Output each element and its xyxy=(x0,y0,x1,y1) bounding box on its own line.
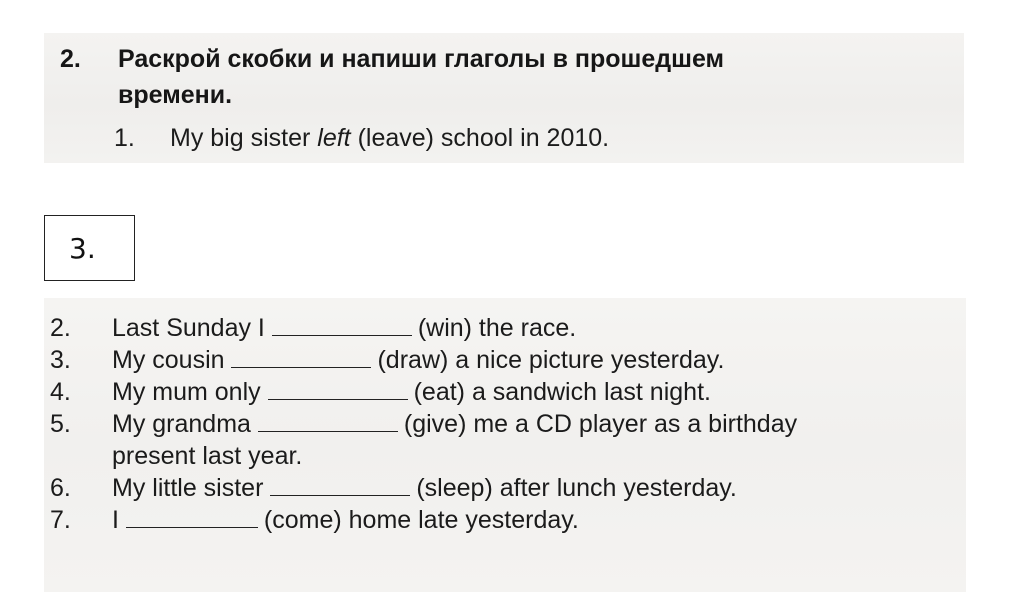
item-number: 2. xyxy=(50,314,71,342)
answer-blank[interactable] xyxy=(231,345,371,368)
task-heading xyxy=(60,41,724,113)
item-number: 3. xyxy=(50,346,71,374)
item-text-continued: present last year. xyxy=(112,442,303,470)
example-after: (leave) school in 2010. xyxy=(350,124,610,152)
answer-blank[interactable] xyxy=(268,377,408,400)
item-text-after: (sleep) after lunch yesterday. xyxy=(416,474,737,502)
item-text-before: Last Sunday I xyxy=(112,314,272,342)
answer-blank[interactable] xyxy=(270,473,410,496)
item-number: 7. xyxy=(50,506,71,534)
example-sentence xyxy=(114,123,609,153)
item-text-after: (come) home late yesterday. xyxy=(263,506,579,534)
item-text-after: (win) the race. xyxy=(417,314,577,342)
exercise-item xyxy=(50,408,962,472)
exercise-list xyxy=(50,312,962,536)
answer-blank[interactable] xyxy=(272,313,412,336)
item-number: 5. xyxy=(50,410,71,438)
item-text-after: (eat) a sandwich last night. xyxy=(413,378,711,406)
task-instruction-scan xyxy=(44,33,964,163)
item-text-after: (draw) a nice picture yesterday. xyxy=(377,346,725,374)
example-answer: left xyxy=(317,124,351,152)
exercise-item xyxy=(50,504,962,536)
exercise-item xyxy=(50,472,962,504)
item-text-before: My cousin xyxy=(112,346,232,374)
item-text-before: I xyxy=(112,506,126,534)
exercise-scan xyxy=(44,298,966,592)
exercise-item xyxy=(50,312,962,344)
example-before: My big sister xyxy=(170,124,318,152)
section-label-box: 3. xyxy=(44,215,135,281)
answer-blank[interactable] xyxy=(126,505,258,528)
task-number: 2. xyxy=(60,45,81,73)
item-text-before: My grandma xyxy=(112,410,258,438)
exercise-item xyxy=(50,376,962,408)
example-number: 1. xyxy=(114,124,135,152)
item-text-before: My mum only xyxy=(112,378,268,406)
task-instruction-line2: времени. xyxy=(118,81,233,109)
item-text-after: (give) me a CD player as a birthday xyxy=(403,410,798,438)
item-number: 4. xyxy=(50,378,71,406)
answer-blank[interactable] xyxy=(258,409,398,432)
task-instruction-line1: Раскрой скобки и напиши глаголы в прошедшем xyxy=(118,45,725,73)
item-text-before: My little sister xyxy=(112,474,271,502)
exercise-item xyxy=(50,344,962,376)
item-number: 6. xyxy=(50,474,71,502)
